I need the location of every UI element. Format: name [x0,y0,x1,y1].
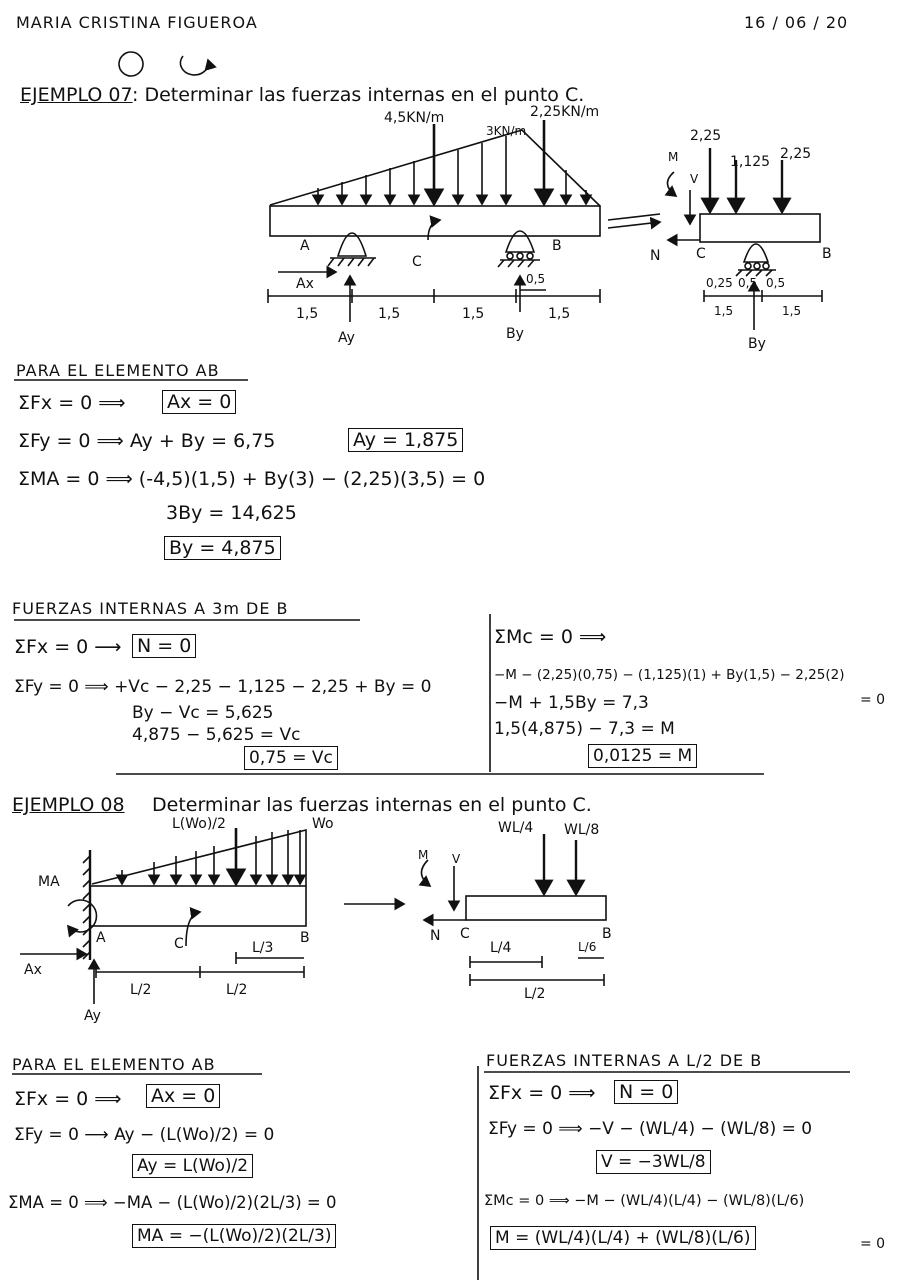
ex8-dim-l2a: L/2 [130,982,152,998]
ccw-sign-arc [180,56,208,75]
ex8-title: EJEMPLO 08 [12,794,125,816]
ex7-title: EJEMPLO 07 [20,84,133,106]
ex7-eq-by-result: By = 4,875 [164,536,281,560]
ex8-internal-title: FUERZAS INTERNAS A L/2 DE B [486,1051,763,1070]
ex8-label-ma: MA [38,874,60,890]
ex7-label-c: C [412,254,422,270]
ex7-label-a: A [300,238,310,254]
ex8-fbd-c: C [460,926,470,942]
ex8-fbd-l4: L/4 [490,940,512,956]
ex7-fbd-d3: 0,5 [766,276,786,290]
ex7-dim-3: 1,5 [462,306,485,322]
ex7-fbd-n: N [650,248,661,264]
ex8-label-c: C [174,936,184,952]
ex7-int-fy2: By − Vc = 5,625 [132,703,274,723]
ex7-int-fx: ΣFx = 0 ⟶ [14,636,122,658]
ex7-eq-fx: ΣFx = 0 ⟹ [18,392,126,414]
ex7-load-45: 4,5KN/m [384,110,445,126]
ex7-int-mc1: −M − (2,25)(0,75) − (1,125)(1) + By(1,5) − 2,25(2) [494,667,845,683]
ex7-fbd-d1: 0,25 [706,276,733,290]
ex7-label-ay: Ay [338,330,355,346]
ex8-eq-ax-result: Ax = 0 [146,1084,220,1108]
ex7-load-3: 3KN/m [486,124,527,138]
ex8-fbd-f2: WL/8 [564,822,600,838]
ex8-int-fy: ΣFy = 0 ⟹ −V − (WL/4) − (WL/8) = 0 [488,1119,813,1139]
ex8-eq-ma: ΣMA = 0 ⟹ −MA − (L(Wo)/2)(2L/3) = 0 [8,1193,337,1212]
ex7-statement: : Determinar las fuerzas internas en el punto C. [132,84,585,106]
ex7-load-225: 2,25KN/m [530,104,600,120]
ex7-fbd-s1: 1,5 [714,304,734,318]
ex8-label-a: A [96,930,106,946]
ex8-label-ax: Ax [24,962,42,978]
ex8-int-fx: ΣFx = 0 ⟹ [488,1082,596,1104]
ex7-dim-05: 0,5 [526,272,546,286]
ex8-fbd-l2: L/2 [524,986,546,1002]
ex7-dim-1: 1,5 [296,306,319,322]
ex8-eq-fy: ΣFy = 0 ⟶ Ay − (L(Wo)/2) = 0 [14,1125,275,1145]
ex8-fbd-f1: WL/4 [498,820,534,836]
ex7-int-mc2: −M + 1,5By = 7,3 [494,693,649,713]
ex7-int-m-result: 0,0125 = M [588,744,697,768]
ex7-eq-by1: 3By = 14,625 [166,502,297,524]
ex8-int-mc: ΣMc = 0 ⟹ −M − (WL/4)(L/4) − (WL/8)(L/6) [484,1193,805,1209]
ex8-fbd-diagram [421,834,606,986]
ex7-label-ax: Ax [296,276,314,292]
ex7-eq-ma: ΣMA = 0 ⟹ (-4,5)(1,5) + By(3) − (2,25)(3,5) = 0 [18,468,486,490]
ex8-load-wo: Wo [312,816,334,832]
ex8-int-mc-end: = 0 [860,1236,886,1252]
ex7-int-n-result: N = 0 [132,634,196,658]
ex7-int-mc1b: = 0 [860,692,886,708]
ex8-statement: Determinar las fuerzas internas en el punto C. [152,794,592,816]
ex7-eq-ax-result: Ax = 0 [162,390,236,414]
ex8-eq-fx: ΣFx = 0 ⟹ [14,1088,122,1110]
ex7-int-vc-result: 0,75 = Vc [244,746,338,770]
ex8-label-ay: Ay [84,1008,101,1024]
ex7-fbd-f3: 2,25 [780,146,812,162]
ex7-fbd-d2: 0,5 [738,276,758,290]
ex7-eq-fy: ΣFy = 0 ⟹ Ay + By = 6,75 [18,430,276,452]
ex7-fbd-m: M [668,150,679,164]
ex8-fbd-b: B [602,926,612,942]
ex7-dim-4: 1,5 [548,306,571,322]
ex7-fbd-f2: 1,125 [730,154,771,170]
ex8-load-resultant: L(Wo)/2 [172,816,226,832]
ex7-fbd-s2: 1,5 [782,304,802,318]
ex7-int-fy: ΣFy = 0 ⟹ +Vc − 2,25 − 1,125 − 2,25 + By = 0 [14,677,432,697]
ex7-dim-2: 1,5 [378,306,401,322]
ex7-int-fy3: 4,875 − 5,625 = Vc [132,725,301,745]
ex8-fbd-n: N [430,928,441,944]
ex8-fbd-m: M [418,848,429,862]
ex8-int-n-result: N = 0 [614,1080,678,1104]
ex8-beam-diagram [20,828,306,1004]
ex8-fbd-l6: L/6 [578,940,597,954]
page-date: 16 / 06 / 20 [744,13,849,32]
ex7-int-mc3: 1,5(4,875) − 7,3 = M [494,719,675,739]
ex7-label-b: B [552,238,562,254]
ex7-eq-ay-result: Ay = 1,875 [348,428,463,452]
ex8-label-b: B [300,930,310,946]
ex7-fbd-by: By [748,336,766,352]
author-name: MARIA CRISTINA FIGUEROA [16,13,258,32]
ex7-int-mc: ΣMc = 0 ⟹ [494,626,607,648]
ex8-dim-l2b: L/2 [226,982,248,998]
ex7-fbd-c: C [696,246,706,262]
ex7-fbd-v: V [690,172,699,186]
ex8-element-title: PARA EL ELEMENTO AB [12,1055,216,1074]
ex7-label-by: By [506,326,524,342]
ex8-eq-ay-result: Ay = L(Wo)/2 [132,1154,253,1178]
ex8-int-m-result: M = (WL/4)(L/4) + (WL/8)(L/6) [490,1226,756,1250]
ex7-internal-title: FUERZAS INTERNAS A 3m DE B [12,599,289,618]
ex8-eq-ma-result: MA = −(L(Wo)/2)(2L/3) [132,1224,336,1248]
ex7-fbd-b: B [822,246,832,262]
ex8-fbd-v: V [452,852,461,866]
ex8-int-v-result: V = −3WL/8 [596,1150,711,1174]
ex8-dim-l3: L/3 [252,940,274,956]
ex7-beam-diagram [268,120,600,322]
ex7-implies-arrow [608,214,660,228]
ex7-element-title: PARA EL ELEMENTO AB [16,361,220,380]
ex7-fbd-f1: 2,25 [690,128,722,144]
